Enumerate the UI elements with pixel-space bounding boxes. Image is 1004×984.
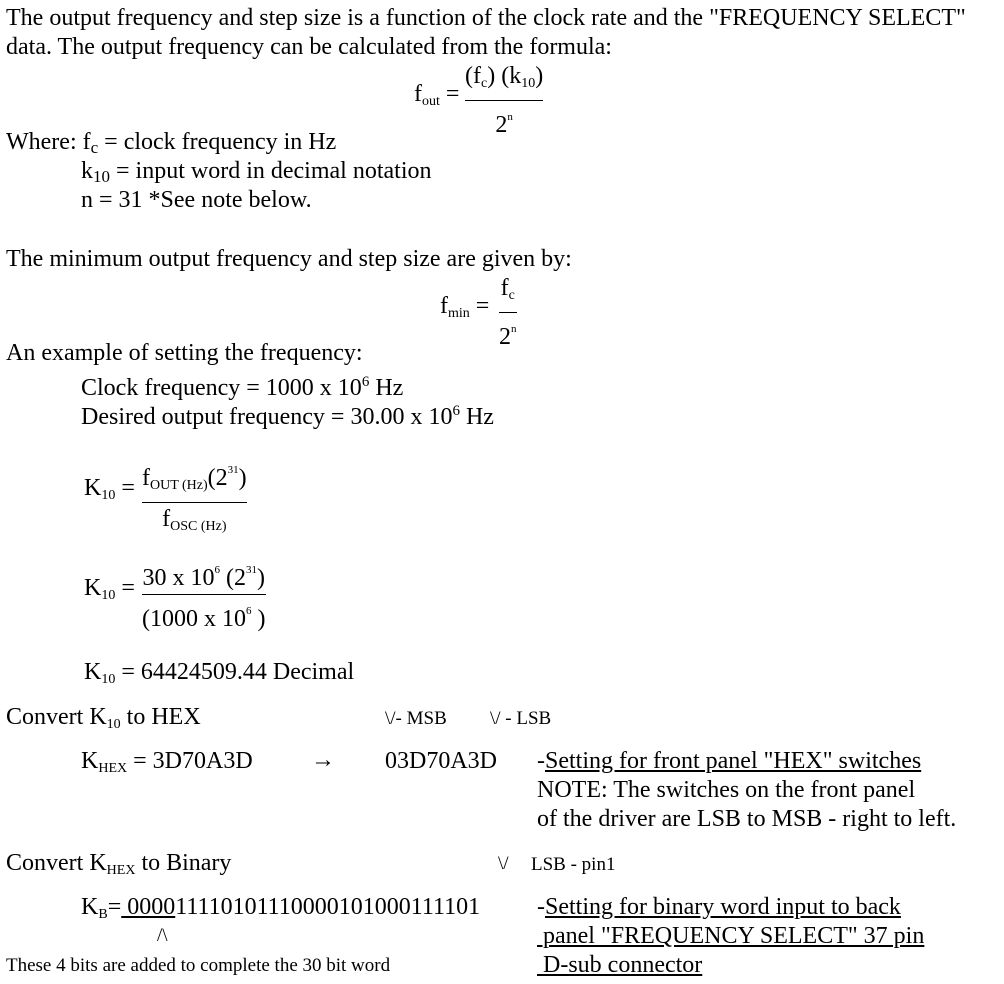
eq1-denominator: $f_{OSC (Hz)}$ (162, 506, 227, 534)
hex-note-1: NOTE: The switches on the front panel (537, 777, 916, 803)
intro-line-1: The output frequency and step size is a function of the clock rate and the "FREQUENCY SELECT" (6, 5, 966, 31)
fout-lhs: $f_{out}$ = (414, 81, 460, 109)
fout-denominator: 2$^n$ (495, 111, 513, 138)
example-heading: An example of setting the frequency: (6, 340, 363, 366)
binary-footnote: These 4 bits are added to complete the 30 bit word (6, 955, 391, 976)
fmin-lhs: $f_{min}$ = (440, 293, 490, 321)
fout-fraction-bar (465, 100, 543, 101)
fmin-denominator: 2$^n$ (499, 323, 517, 350)
where-n: n = 31 *See note below. (81, 187, 312, 213)
intro-line-2: data. The output frequency can be calculated from the formula: (6, 34, 612, 60)
eq2-fraction (142, 556, 266, 633)
binary-setting-3: D-sub connector (537, 952, 703, 978)
hex-note-2: of the driver are LSB to MSB - right to left. (537, 806, 957, 832)
fmin-fraction-bar (499, 312, 517, 313)
where-k10: $k_{10}$ = input word in decimal notation (81, 158, 432, 186)
example-desired: Desired output frequency = 30.00 x $10^6$ Hz (81, 403, 494, 430)
hex-padded-value: 03D70A3D (385, 748, 497, 774)
hex-lsb-marker: \/ - LSB (490, 708, 552, 729)
fout-fraction (465, 62, 543, 139)
hex-msb-marker: \/- MSB (385, 708, 447, 729)
binary-lsb-marker: \/ (498, 853, 509, 874)
convert-hex-heading: Convert $K_{10}$ to HEX (6, 704, 201, 732)
padding-caret: /\ (157, 925, 168, 946)
eq1-numerator: $f_{OUT (Hz)}(2^{31})$ (142, 464, 247, 493)
padding-bits: 0000 (121, 894, 176, 920)
fout-numerator: $(f_c)$ $(k_{10})$ (465, 63, 544, 91)
min-text: The minimum output frequency and step size are given by: (6, 246, 572, 272)
where-fc: Where: $f_c$ = clock frequency in Hz (6, 129, 337, 157)
eq1-fraction (142, 456, 247, 541)
binary-setting-2: panel "FREQUENCY SELECT" 37 pin (537, 923, 925, 949)
binary-lsb-label: LSB - pin1 (531, 854, 616, 875)
data-bits: 11110101110000101000111101 (175, 894, 481, 920)
eq2-fraction-bar (142, 594, 266, 595)
eq3-result: $K_{10} = 64424509.44$ Decimal (84, 659, 355, 687)
fmin-numerator: $f_c$ (500, 275, 515, 303)
right-arrow-icon: → (311, 747, 335, 773)
eq2-numerator: 30 x $10^6$ $(2^{31})$ (142, 564, 265, 591)
eq2-denominator: (1000 x $10^6$ ) (142, 605, 266, 632)
eq2-lhs: $K_{10}$ = (84, 575, 135, 603)
khex-value: $K_{HEX} = 3D70A3D$ (81, 748, 253, 776)
kb-value: $K_B= 000011110101110000101000111101$ (81, 894, 481, 922)
example-clock: Clock frequency = 1000 x $10^6$ Hz (81, 374, 404, 401)
hex-setting: -Setting for front panel "HEX" switches (537, 748, 922, 774)
convert-binary-heading: Convert $K_{HEX}$ to Binary (6, 850, 232, 878)
binary-setting-1: -Setting for binary word input to back (537, 894, 901, 920)
eq1-lhs: $K_{10}$ = (84, 475, 135, 503)
eq1-fraction-bar (142, 502, 247, 503)
fmin-fraction (499, 274, 517, 351)
